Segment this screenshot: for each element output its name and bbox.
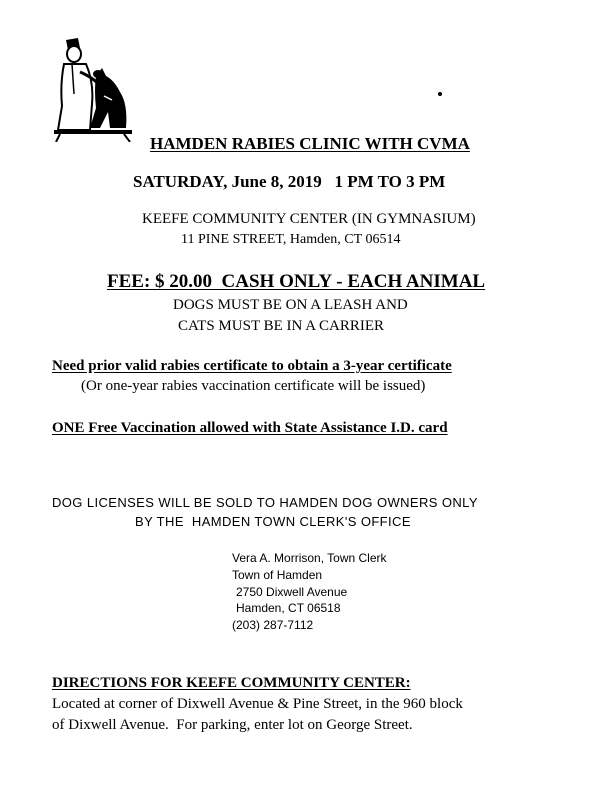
certificate-requirement: Need prior valid rabies certificate to obtain a 3-year certificate <box>52 358 452 374</box>
directions-heading: DIRECTIONS FOR KEEFE COMMUNITY CENTER: <box>52 675 411 691</box>
clerk-name: Vera A. Morrison, Town Clerk <box>232 551 387 565</box>
clerk-city: Hamden, CT 06518 <box>236 601 341 615</box>
vet-with-dog-logo <box>50 34 140 142</box>
fee-line: FEE: $ 20.00 CASH ONLY - EACH ANIMAL <box>107 271 486 292</box>
rule-dogs: DOGS MUST BE ON A LEASH AND <box>173 297 408 313</box>
licenses-line1: DOG LICENSES WILL BE SOLD TO HAMDEN DOG OWNERS ONLY <box>52 495 478 510</box>
certificate-fallback: (Or one-year rabies vaccination certificate will be issued) <box>81 378 426 394</box>
rule-cats: CATS MUST BE IN A CARRIER <box>178 318 385 334</box>
speck <box>438 92 442 96</box>
directions-line1: Located at corner of Dixwell Avenue & Pine Street, in the 960 block <box>52 696 463 712</box>
clerk-street: 2750 Dixwell Avenue <box>236 585 348 599</box>
date-time: SATURDAY, June 8, 2019 1 PM TO 3 PM <box>133 172 446 191</box>
directions-line2: of Dixwell Avenue. For parking, enter lot on George Street. <box>52 717 413 733</box>
clinic-title: HAMDEN RABIES CLINIC WITH CVMA <box>150 134 470 153</box>
clerk-phone: (203) 287-7112 <box>232 618 314 632</box>
venue-address: 11 PINE STREET, Hamden, CT 06514 <box>181 232 401 247</box>
licenses-line2: BY THE HAMDEN TOWN CLERK'S OFFICE <box>135 514 411 529</box>
clerk-org: Town of Hamden <box>232 568 323 582</box>
free-vaccination: ONE Free Vaccination allowed with State Assistance I.D. card <box>52 420 448 436</box>
venue-name: KEEFE COMMUNITY CENTER (IN GYMNASIUM) <box>142 211 476 227</box>
